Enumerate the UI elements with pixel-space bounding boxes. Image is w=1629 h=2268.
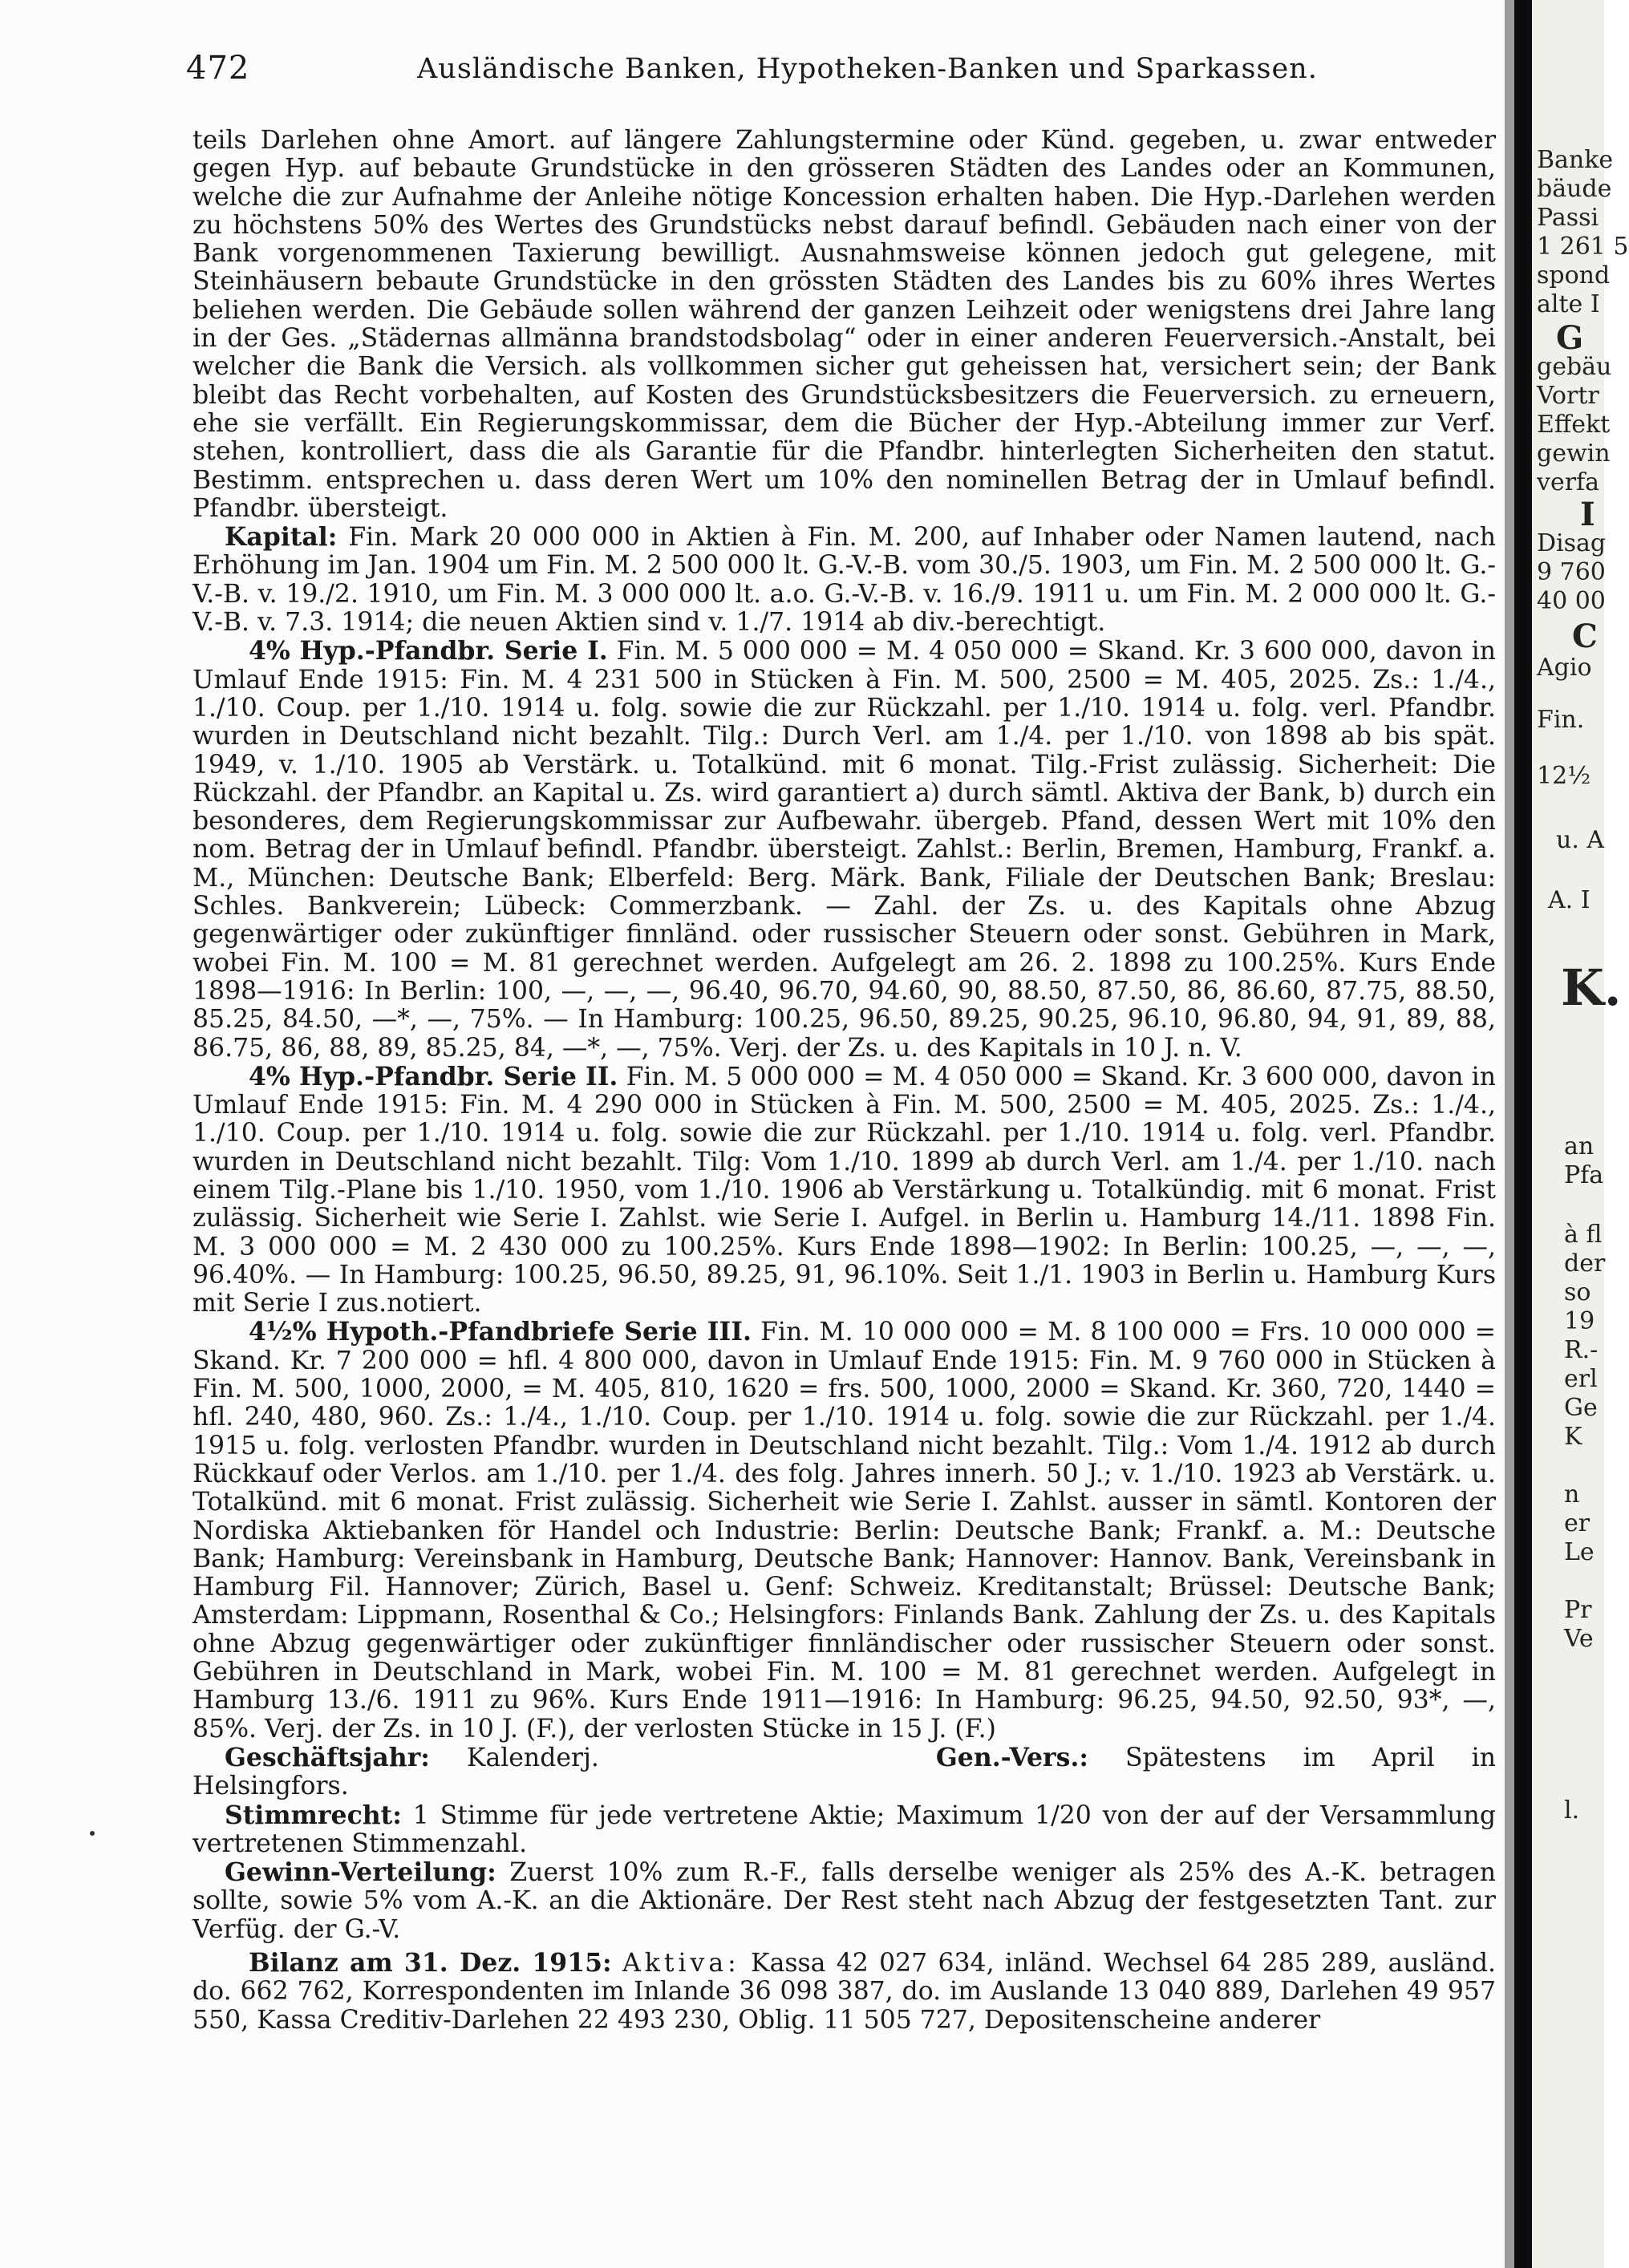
adjacent-fragment: erl [1564,1365,1598,1393]
page-header [168,32,1500,96]
running-title: Ausländische Banken, Hypotheken-Banken und Sparkassen. [417,53,1318,85]
adjacent-fragment: Effekt [1537,411,1611,439]
adjacent-fragment: C [1572,618,1598,655]
serie3-label: 4½% Hypoth.-Pfandbriefe Serie III. [249,1317,752,1347]
serie2-label: 4% Hyp.-Pfandbr. Serie II. [249,1061,618,1091]
print-speck [90,1831,95,1836]
adjacent-fragment: verfa [1537,468,1600,496]
stimmrecht-paragraph [192,1801,1496,1859]
adjacent-fragment: à fl [1564,1221,1603,1249]
adjacent-fragment: gewin [1537,439,1611,468]
adjacent-fragment: 40 00 [1537,587,1606,615]
body-text [192,127,1496,2035]
adjacent-fragment: Pr [1564,1596,1592,1624]
adjacent-fragment: 12½ [1537,762,1591,790]
gutter-shadow [1505,0,1514,2268]
adjacent-fragment: an [1564,1132,1595,1160]
gewinn-label: Gewinn-Verteilung: [225,1857,496,1888]
adjacent-fragment: 1 261 5 [1537,233,1629,261]
geschaeftsjahr-line [192,1744,1496,1801]
geschaeftsjahr-text: Kalenderj. [466,1743,599,1772]
kapital-text: Fin. Mark 20 000 000 in Aktien à Fin. M. 200, auf Inhaber oder Namen lautend, nach Erhöhung im Jan. 1904 um Fin. M. 2 500 000 lt. G.-V.-B. vom 30./5. 1903, um Fin. M. 2 500 000 lt. G.-V.-B. v. 19./2. 1910, um Fin. M. 3 000 000 lt. a.o. G.-V.-B. v. 16./9. 1911 u. um Fin. M. 2 000 000 lt. G.-V.-B. v. 7.3. 1914; die neuen Aktien sind v. 1./7. 1914 ab div.-berechtigt. [192,523,1496,638]
serie1-paragraph [192,637,1496,1062]
bilanz-paragraph [192,1949,1496,2035]
genvers-label: Gen.-Vers.: [935,1742,1088,1772]
adjacent-fragment: I [1580,496,1595,533]
adjacent-fragment: Fin. [1537,706,1585,734]
adjacent-fragment: Vortr [1537,382,1599,410]
adjacent-fragment: u. A [1556,826,1605,854]
stimmrecht-label: Stimmrecht: [225,1800,402,1830]
kapital-paragraph [192,523,1496,637]
adjacent-fragment: er [1564,1509,1591,1537]
bilanz-label: Bilanz am 31. Dez. 1915: [249,1948,612,1978]
adjacent-fragment: l. [1564,1796,1580,1825]
serie1-label: 4% Hyp.-Pfandbr. Serie I. [249,636,608,666]
serie3-text: Fin. M. 10 000 000 = M. 8 100 000 = Frs. 10 000 000 = Skand. Kr. 7 200 000 = hfl. 4 800 000, davon in Umlauf Ende 1915: Fin. M. 9 760 000 in Stücken à Fin. M. 500, 1000, 2000, = M. 405, 810, 1620 = frs. 500, 1000, 2000 = Skand. Kr. 360, 720, 1440 = hfl. 240, 480, 960. Zs.: 1./4., 1./10. Coup. per 1./10. 1914 u. folg. sowie die zur Rückzahl. per 1./4. 1915 u. folg. verlosten Pfandbr. wurden in Deutschland nicht bezahlt. Tilg.: Vom 1./4. 1912 ab durch Rückkauf oder Verlos. am 1./10. per 1./4. des folg. Jahres innerh. 50 J.; v. 1./10. 1923 ab Verstärk. u. Totalkünd. mit 6 monat. Frist zulässig. Sicherheit wie Serie I. Zahlst. ausser in sämtl. Kontoren der Nordiska Aktiebanken för Handel och Industrie: Berlin: Deutsche Bank; Frankf. a. M.: Deutsche Bank; Hamburg: Vereinsbank in Hamburg, Deutsche Bank; Hannover: Hannov. Bank, Vereinsbank in Hamburg Fil. Hannover; Zürich, Basel u. Genf: Schweiz. Kreditanstalt; Brüssel: Deutsche Bank; Amsterdam: Lippmann, Rosenthal & Co.; Helsingfors: Finlands Bank. Zahlung der Zs. u. des Kapitals ohne Abzug gegenwärtiger oder zukünftiger finnländischer oder russischer Steuern oder sonst. Gebühren in Deutschland in Mark, wobei Fin. M. 100 = M. 81 gerechnet werden. Aufgelegt in Hamburg 13./6. 1911 zu 96%. Kurs Ende 1911—1916: In Hamburg: 96.25, 94.50, 92.50, 93*, —, 85%. Verj. der Zs. in 10 J. (F.), der verlosten Stücke in 15 J. (F.) [192,1318,1497,1744]
gewinn-paragraph [192,1858,1496,1944]
stimmrecht-text: 1 Stimme für jede vertretene Aktie; Maximum 1/20 von der auf der Versammlung vertretenen Stimmenzahl. [192,1800,1496,1858]
serie1-text: Fin. M. 5 000 000 = M. 4 050 000 = Skand. Kr. 3 600 000, davon in Umlauf Ende 1915: Fin. M. 4 231 500 in Stücken à Fin. M. 500, 2500 = M. 405, 2025. Zs.: 1./4., 1./10. Coup. per 1./10. 1914 u. folg. sowie die zur Rückzahl. per 1./10. 1914 u. folg. verl. Pfandbr. wurden in Deutschland nicht bezahlt. Tilg.: Durch Verl. am 1./4. per 1./10. von 1898 ab bis spät. 1949, v. 1./10. 1905 ab Verstärk. u. Totalkünd. mit 6 monat. Tilg.-Frist zulässig. Sicherheit: Die Rückzahl. der Pfandbr. an Kapital u. Zs. wird garantiert a) durch sämtl. Aktiva der Bank, b) durch ein besonderes, dem Regierungskommissar zur Aufbewahr. übergeb. Pfand, dessen Wert mit 10% den nom. Betrag der in Umlauf befindl. Pfandbr. übersteigt. Zahlst.: Berlin, Bremen, Hamburg, Frankf. a. M., München: Deutsche Bank; Elberfeld: Berg. Märk. Bank, Filiale der Deutschen Bank; Breslau: Schles. Bankverein; Lübeck: Commerzbank. — Zahl. der Zs. u. des Kapitals ohne Abzug gegenwärtiger oder zukünftiger finnländ. oder russischer Steuern oder sonst. Gebühren in Mark, wobei Fin. M. 100 = M. 81 gerechnet werden. Aufgelegt am 26. 2. 1898 zu 100.25%. Kurs Ende 1898—1916: In Berlin: 100, —, —, —, 96.40, 96.70, 94.60, 90, 88.50, 87.50, 86, 86.60, 87.75, 88.50, 85.25, 84.50, —*, —, 75%. — In Hamburg: 100.25, 96.50, 89.25, 90.25, 96.10, 96.80, 94, 91, 89, 88, 86.75, 86, 88, 89, 85.25, 84, —*, —, 75%. Verj. der Zs. u. des Kapitals in 10 J. n. V. [192,637,1497,1063]
adjacent-fragment: spond [1537,261,1611,290]
adjacent-fragment: Passi [1537,204,1599,232]
adjacent-fragment: 9 760 [1537,558,1606,586]
adjacent-fragment: A. I [1548,886,1591,914]
adjacent-fragment: Le [1564,1538,1595,1566]
bilanz-aktiva-label: Aktiva: [622,1949,740,1978]
serie2-paragraph [192,1063,1496,1318]
adjacent-fragment: Ve [1564,1625,1594,1653]
adjacent-fragment: K [1564,1423,1582,1451]
adjacent-fragment: Ge [1564,1394,1598,1422]
adjacent-fragment: alte I [1537,290,1600,318]
kapital-label: Kapital: [225,522,338,553]
geschaeftsjahr-label: Geschäftsjahr: [225,1742,430,1772]
adjacent-fragment: K. [1561,958,1622,1017]
bilanz-text: Kassa 42 027 634, inländ. Wechsel 64 285 289, ausländ. do. 662 762, Korrespondenten im Inlande 36 098 387, do. im Auslande 13 040 889, Darlehen 49 957 550, Kassa Creditiv-Darlehen 22 493 230, Oblig. 11 505 727, Depositenscheine anderer [192,1949,1497,2035]
adjacent-fragment: der [1564,1249,1606,1278]
adjacent-fragment: gebäu [1537,353,1612,381]
page-number: 472 [186,50,250,87]
adjacent-fragment: R.- [1564,1336,1599,1364]
adjacent-page-edge [1532,0,1629,2268]
adjacent-fragment: Agio [1537,654,1592,682]
adjacent-fragment: G [1556,319,1584,357]
serie3-paragraph [192,1318,1496,1743]
adjacent-fragment: so [1564,1278,1591,1306]
genvers-text: Spätestens im April in Helsingfors. [192,1743,1496,1801]
adjacent-fragment: Pfa [1564,1161,1604,1189]
adjacent-fragment: 19 [1564,1307,1595,1335]
book-gutter [1514,0,1532,2268]
serie2-text: Fin. M. 5 000 000 = M. 4 050 000 = Skand. Kr. 3 600 000, davon in Umlauf Ende 1915: Fin. M. 4 290 000 in Stücken à Fin. M. 500, 2500 = M. 405, 2025. Zs.: 1./4., 1./10. Coup. per 1./10. 1914 u. folg. sowie die zur Rückzahl. per 1./10. 1914 u. folg. verl. Pfandbr. wurden in Deutschland nicht bezahlt. Tilg: Vom 1./10. 1899 ab durch Verl. am 1./4. per 1./10. nach einem Tilg.-Plane bis 1./10. 1950, vom 1./10. 1906 ab Verstärkung u. Totalkündig. mit 6 monat. Frist zulässig. Sicherheit wie Serie I. Zahlst. wie Serie I. Aufgel. in Berlin u. Hamburg 14./11. 1898 Fin. M. 3 000 000 = M. 2 430 000 zu 100.25%. Kurs Ende 1898—1902: In Berlin: 100.25, —, —, —, 96.40%. — In Hamburg: 100.25, 96.50, 89.25, 91, 96.10%. Seit 1./1. 1903 in Berlin u. Hamburg Kurs mit Serie I zus.notiert. [192,1062,1496,1318]
adjacent-fragment: Banke [1537,146,1614,174]
gewinn-text: Zuerst 10% zum R.-F., falls derselbe weniger als 25% des A.-K. betragen sollte, sowie 5% vom A.-K. an die Aktionäre. Der Rest steht nach Abzug der festgesetzten Tant. zur Verfüg. der G.-V. [192,1858,1496,1944]
adjacent-fragment: Disag [1537,529,1607,557]
adjacent-fragment: bäude [1537,175,1612,203]
intro-paragraph: teils Darlehen ohne Amort. auf längere Zahlungstermine oder Künd. gegeben, u. zwar entweder gegen Hyp. auf bebaute Grundstücke in den grösseren Städten des Landes oder an Kommunen, welche die zur Aufnahme der Anleihe nötige Koncession erhalten haben. Die Hyp.-Darlehen werden zu höchstens 50% des Wertes des Grundstücks nebst darauf befindl. Gebäuden nach einer von der Bank vorgenommenen Taxierung bewilligt. Ausnahmsweise können jedoch gut gelegene, mit Steinhäusern bebaute Grundstücke in den grössten Städten des Landes bis zu 60% ihres Wertes beliehen werden. Die Gebäude sollen während der ganzen Leihzeit oder wenigstens drei Jahre lang in der Ges. „Städernas allmänna brandstodsbolag“ oder in einer anderen Feuerversich.-Anstalt, bei welcher die Bank die Versich. als vollkommen sicher gut geheissen hat, versichert sein; der Bank bleibt das Recht vorbehalten, auf Kosten des Grundstücksbesitzers die Feuerversich. zu erneuern, ehe sie verfällt. Ein Regierungskommissar, dem die Bücher der Hyp.-Abteilung immer zur Verf. stehen, kontrolliert, dass die als Garantie für die Pfandbr. hinterlegten Sicherheiten den statut. Bestimm. entsprechen u. dass deren Wert um 10% den nominellen Betrag der in Umlauf befindl. Pfandbr. übersteigt. [192,126,1496,523]
adjacent-fragment: n [1564,1480,1580,1509]
